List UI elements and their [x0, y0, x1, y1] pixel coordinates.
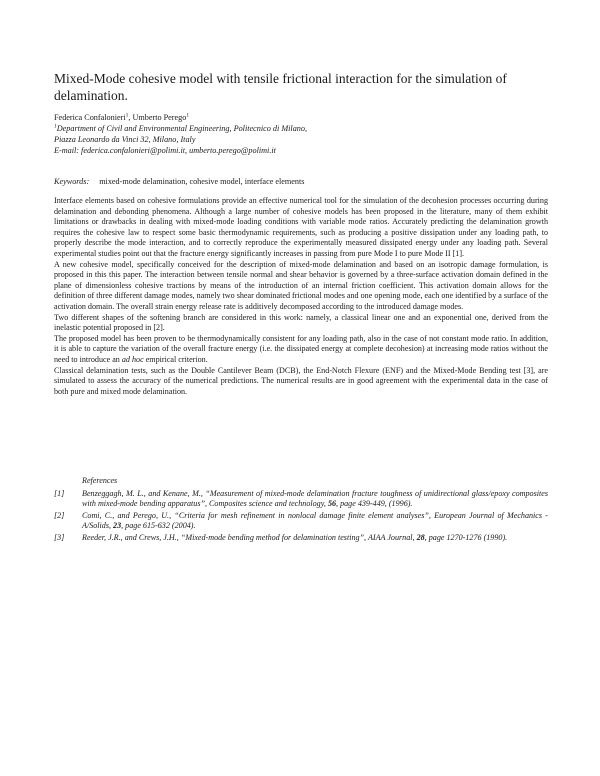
author-name-1: Federica Confalonieri — [54, 113, 126, 122]
affiliation-sup: 1 — [54, 123, 57, 130]
body-paragraph-1: Interface elements based on cohesive formulations provide an effective numerical tool for the simulation of the decohesion processes occurring during delamination and debonding phenomena. Although a large number of cohesive models has been proposed in the literature, many of them exhibit limitations or drawbacks in dealing with mixed-mode loading conditions with variable mode ratios. Accurately predicting the delamination growth requires the cohesive law to respect some basic thermodynamic requirements, such as producing a positive dissipation under any loading path, to properly describe the mode interaction, and to correctly reproduce the experimentally measured dissipated energy under any loading path. Several experimental studies point out that the fracture energy significantly increases in passing from pure Mode I to pure Mode II [1]. — [54, 196, 548, 258]
body-paragraph-2: A new cohesive model, specifically conceived for the description of mixed-mode delamination and based on an isotropic damage formulation, is proposed in this this paper. The interaction between tensile normal and shear behavior is governed by a three-surface activation domain defined in the plane of dimensionless cohesive tractions by means of the introduction of an internal friction coefficient. This activation domain allows for the definition of three different damage modes, namely two shear dominated frictional modes and one opening mode, each one identified by a surface of the activation domain. The overall strain energy release rate is additively decomposed according to the introduced damage modes. — [54, 259, 548, 311]
author-block — [54, 112, 554, 156]
reference-number: [2] — [54, 510, 65, 520]
reference-number: [3] — [54, 532, 65, 542]
reference-text: Comi, C., and Perego, U., “Criteria for mesh refinement in nonlocal damage finite element analyses”, European Journal of Mechanics - A/Solids, 23, page 615-632 (2004). — [82, 510, 548, 531]
keywords-label: Keywords: — [54, 177, 90, 186]
affiliation-line-1: $^1$Department of Civil and Environmental Engineering, Politecnico di Milano, — [54, 123, 308, 133]
reference-number: [1] — [54, 488, 65, 498]
reference-volume: 56 — [327, 499, 337, 509]
body-paragraph-5: Classical delamination tests, such as the Double Cantilever Beam (DCB), the End-Notch Flexure (ENF) and the Mixed-Mode Bending test [3], are simulated to assess the accuracy of the numerical predictions. The numerical results are in good agreement with the experimental data in the case of both pure and mixed mode delamination. — [54, 365, 548, 396]
body-paragraph-4: The proposed model has been proven to be thermodynamically consistent for any loading path, also in the case of not constant mode ratio. In addition, it is able to capture the variation of the overall fracture energy (i.e. the dissipated energy at complete decohesion) at increasing mode ratios without the need to introduce an ad hoc empirical criterion. — [54, 333, 548, 364]
paper-title: Mixed-Mode cohesive model with tensile frictional interaction for the simulation of delamination. — [54, 71, 507, 103]
reference-item — [54, 533, 548, 544]
reference-item — [54, 511, 548, 532]
keywords-text: mixed-mode delamination, cohesive model, interface elements — [99, 177, 305, 186]
reference-volume: 28 — [416, 532, 425, 542]
reference-item — [54, 489, 548, 510]
affiliation-line-2: Piazza Leonardo da Vinci 32, Milano, Italy — [54, 135, 196, 144]
abstract-body — [54, 196, 548, 397]
reference-text: Reeder, J.R., and Crews, J.H., “Mixed-mode bending method for delamination testing”, AIAA Journal, 28, page 1270-1276 (1990). — [82, 532, 508, 542]
reference-text: Benzeggagh, M. L., and Kenane, M., “Measurement of mixed-mode delamination fracture toughness of unidirectional glass/epoxy composites with mixed-mode bending apparatus”, Composites science and technology, 56, page 439-449, (1996). — [82, 488, 548, 509]
ad-hoc-emphasis: ad hoc — [121, 354, 144, 364]
keywords-line — [54, 176, 554, 187]
affiliation-email: E-mail: federica.confalonieri@polimi.it, umberto.perego@polimi.it — [54, 146, 276, 155]
author-names — [54, 112, 554, 123]
references-heading: References — [82, 476, 118, 485]
author-sup-2: 1 — [186, 112, 190, 119]
reference-volume: 23 — [113, 521, 122, 531]
author-sup-1: 1 — [125, 112, 129, 119]
body-paragraph-3: Two different shapes of the softening branch are considered in this work: namely, a classical linear one and an exponential one, derived from the inelastic potential proposed in [2]. — [54, 312, 548, 333]
references-section — [54, 476, 548, 545]
author-name-2: , Umberto Perego — [128, 113, 187, 122]
